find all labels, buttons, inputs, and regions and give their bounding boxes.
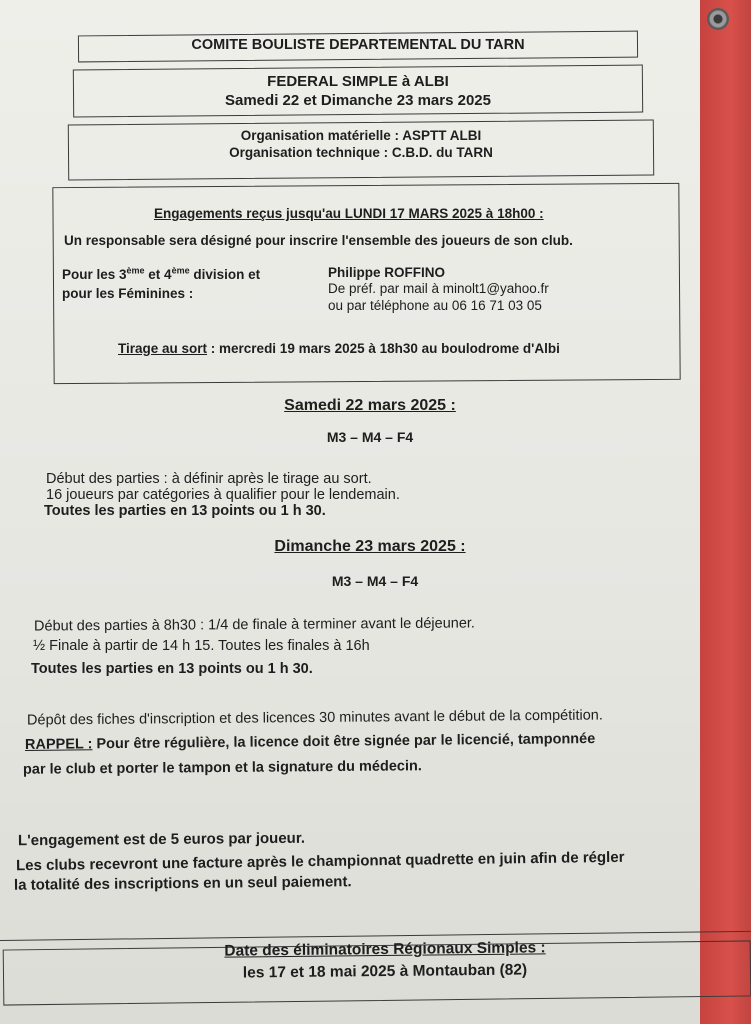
sunday-line-3: Toutes les parties en 13 points ou 1 h 30. bbox=[31, 661, 313, 677]
registration-deadline: Engagements reçus jusqu'au LUNDI 17 MARS 2025 à 18h00 : bbox=[154, 206, 544, 221]
saturday-categories: M3 – M4 – F4 bbox=[326, 429, 414, 445]
sunday-title: Dimanche 23 mars 2025 : bbox=[274, 538, 466, 555]
committee-title: COMITE BOULISTE DEPARTEMENTAL DU TARN bbox=[191, 37, 525, 53]
event-title: FEDERAL SIMPLE à ALBI bbox=[267, 73, 449, 90]
feminines-line: pour les Féminines : bbox=[62, 286, 194, 301]
registration-responsible: Un responsable sera désigné pour inscrire l'ensemble des joueurs de son club. bbox=[64, 233, 573, 248]
sunday-categories: M3 – M4 – F4 bbox=[331, 573, 419, 589]
eyelet-icon bbox=[707, 8, 729, 30]
division-line bbox=[62, 267, 260, 282]
division-text-c: division et bbox=[189, 267, 261, 282]
contact-name: Philippe ROFFINO bbox=[328, 265, 445, 280]
saturday-line-1: Début des parties : à définir après le tirage au sort. bbox=[46, 471, 372, 487]
division-sup-1: ème bbox=[126, 265, 145, 276]
event-dates: Samedi 22 et Dimanche 23 mars 2025 bbox=[225, 92, 491, 109]
reminder-line-2: par le club et porter le tampon et la signature du médecin. bbox=[22, 758, 422, 778]
fee-line-1: L'engagement est de 5 euros par joueur. bbox=[17, 829, 306, 850]
deposit-note: Dépôt des fiches d'inscription et des licences 30 minutes avant le début de la compétition. bbox=[26, 707, 603, 729]
sunday-line-1: Début des parties à 8h30 : 1/4 de finale à terminer avant le déjeuner. bbox=[33, 615, 475, 635]
draw-label: Tirage au sort bbox=[118, 341, 208, 356]
saturday-line-2: 16 joueurs par catégories à qualifier pour le lendemain. bbox=[46, 487, 400, 503]
contact-mail: De préf. par mail à minolt1@yahoo.fr bbox=[328, 281, 549, 296]
org-material: Organisation matérielle : ASPTT ALBI bbox=[240, 128, 482, 143]
draw-line bbox=[118, 341, 560, 356]
fee-line-2: Les clubs recevront une facture après le championnat quadrette en juin afin de régler bbox=[15, 848, 625, 875]
footer-title: Date des éliminatoires Régionaux Simples : bbox=[224, 939, 546, 960]
saturday-line-3: Toutes les parties en 13 points ou 1 h 30. bbox=[44, 503, 326, 519]
fee-line-3: la totalité des inscriptions en un seul paiement. bbox=[13, 873, 352, 894]
red-binder-tab bbox=[700, 0, 751, 1024]
division-text-a: Pour les 3 bbox=[62, 267, 127, 282]
saturday-title: Samedi 22 mars 2025 : bbox=[284, 397, 456, 414]
contact-phone: ou par téléphone au 06 16 71 03 05 bbox=[328, 298, 542, 313]
reminder-label: RAPPEL : bbox=[24, 736, 93, 753]
draw-text: : mercredi 19 mars 2025 à 18h30 au boulodrome d'Albi bbox=[207, 341, 560, 356]
reminder-text: Pour être régulière, la licence doit être signée par le licencié, tamponnée bbox=[92, 731, 596, 753]
footer-dates: les 17 et 18 mai 2025 à Montauban (82) bbox=[242, 961, 528, 982]
division-text-b: et 4 bbox=[144, 267, 172, 282]
sunday-line-2: ½ Finale à partir de 14 h 15. Toutes les finales à 16h bbox=[33, 638, 370, 654]
division-sup-2: ème bbox=[171, 265, 190, 276]
org-technical: Organisation technique : C.B.D. du TARN bbox=[229, 145, 493, 160]
